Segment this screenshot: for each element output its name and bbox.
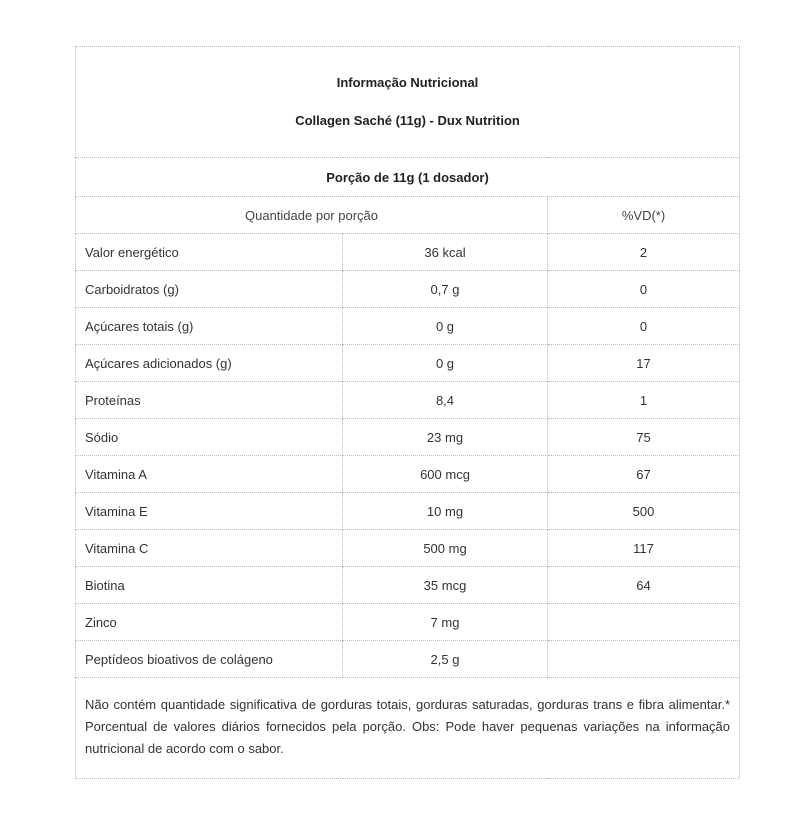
nutrient-vd: 2 [548,234,740,271]
nutrient-vd [548,604,740,641]
nutrient-amount: 0 g [343,345,548,382]
nutrient-name: Proteínas [76,382,343,419]
nutrient-amount: 7 mg [343,604,548,641]
nutrient-name: Açúcares totais (g) [76,308,343,345]
table-row [76,271,740,308]
table-row [76,345,740,382]
nutrient-vd: 67 [548,456,740,493]
header-quantity: Quantidade por porção [76,197,548,234]
portion-row [76,158,740,197]
title-cell [76,47,740,158]
nutrient-amount: 23 mg [343,419,548,456]
nutrient-amount: 2,5 g [343,641,548,678]
footer-note: Não contém quantidade significativa de gorduras totais, gorduras saturadas, gorduras trans e fibra alimentar.* Porcentual de valores diários fornecidos pela porção. Obs: Pode haver pequenas variações na informação nutricional de acordo com o sabor. [76,678,740,779]
nutrient-vd: 75 [548,419,740,456]
table-row [76,567,740,604]
nutrient-amount: 10 mg [343,493,548,530]
header-row [76,197,740,234]
product-name: Collagen Saché (11g) - Dux Nutrition [295,113,520,128]
nutrient-amount: 600 mcg [343,456,548,493]
table-row [76,493,740,530]
footer-row [76,678,740,779]
nutrient-vd [548,641,740,678]
nutrition-facts-table [75,46,740,779]
nutrient-amount: 500 mg [343,530,548,567]
table-row [76,382,740,419]
nutrient-amount: 0,7 g [343,271,548,308]
nutrient-name: Açúcares adicionados (g) [76,345,343,382]
table-row [76,234,740,271]
header-vd: %VD(*) [548,197,740,234]
table-title: Informação Nutricional [336,75,479,90]
nutrient-name: Zinco [76,604,343,641]
table-row [76,419,740,456]
nutrient-vd: 0 [548,308,740,345]
nutrient-vd: 64 [548,567,740,604]
table-row [76,456,740,493]
nutrient-vd: 0 [548,271,740,308]
nutrient-vd: 500 [548,493,740,530]
table-row [76,308,740,345]
nutrient-amount: 8,4 [343,382,548,419]
nutrient-name: Vitamina C [76,530,343,567]
nutrient-amount: 35 mcg [343,567,548,604]
nutrient-name: Vitamina E [76,493,343,530]
nutrient-name: Valor energético [76,234,343,271]
table-row [76,641,740,678]
nutrient-name: Vitamina A [76,456,343,493]
nutrient-vd: 17 [548,345,740,382]
nutrient-name: Carboidratos (g) [76,271,343,308]
nutrient-vd: 117 [548,530,740,567]
nutrition-table-body [76,47,740,779]
nutrient-name: Biotina [76,567,343,604]
nutrient-amount: 0 g [343,308,548,345]
title-row [76,47,740,158]
table-row [76,530,740,567]
nutrient-name: Peptídeos bioativos de colágeno [76,641,343,678]
nutrient-name: Sódio [76,419,343,456]
nutrient-vd: 1 [548,382,740,419]
nutrient-amount: 36 kcal [343,234,548,271]
portion-size: Porção de 11g (1 dosador) [76,158,740,197]
table-row [76,604,740,641]
